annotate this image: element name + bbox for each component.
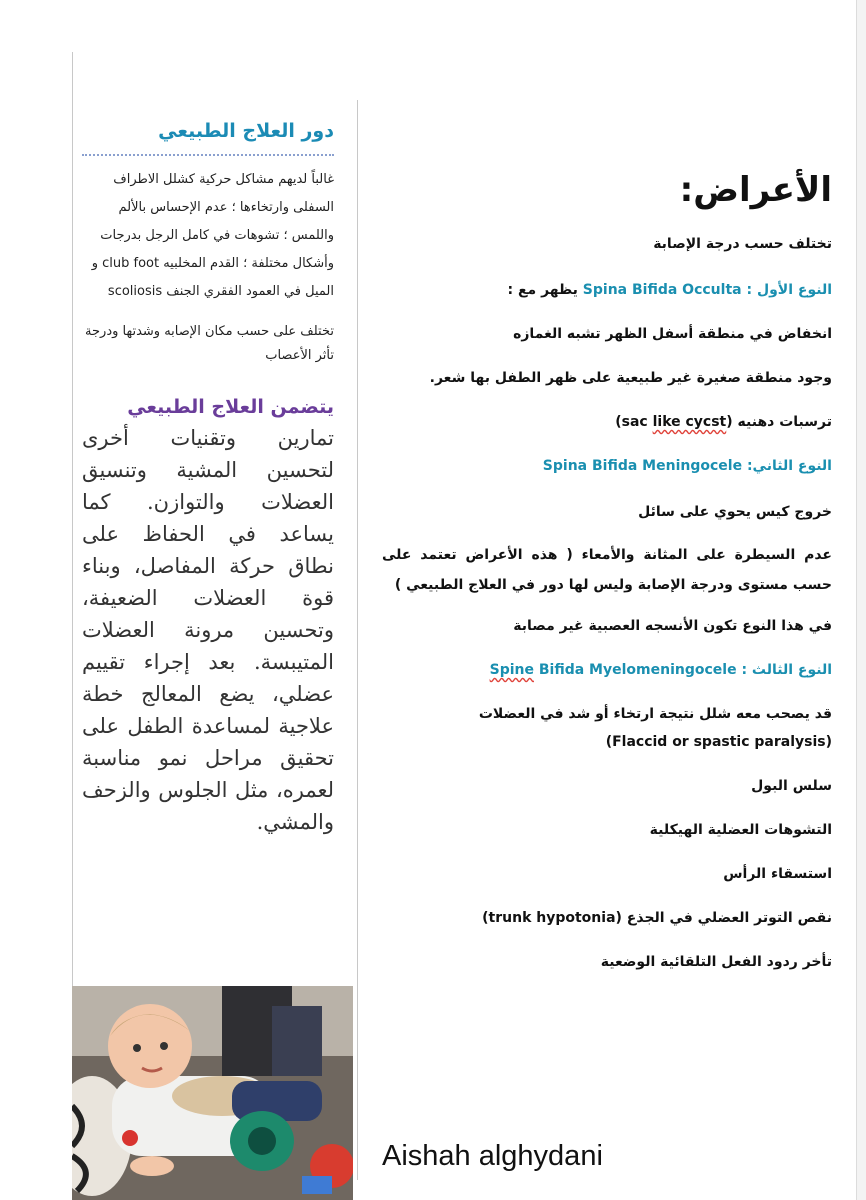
type3-heading bbox=[382, 658, 832, 682]
page-edge bbox=[856, 0, 866, 1200]
type1-item-1: انخفاض في منطقة أسفل الظهر تشبه الغمازه bbox=[513, 326, 832, 342]
hypotonia-term: (trunk hypotonia) bbox=[482, 910, 622, 926]
sidebar bbox=[82, 116, 334, 838]
type3-name-spellcheck: Spine bbox=[489, 662, 534, 678]
type2-heading bbox=[382, 454, 832, 478]
type2-prefix: النوع الثاني: bbox=[746, 458, 832, 474]
reflex-line: تأخر ردود الفعل التلقائية الوضعية bbox=[600, 954, 832, 970]
type3-item-1: سلس البول bbox=[751, 778, 832, 794]
type3-name bbox=[490, 662, 737, 678]
child-physiotherapy-photo bbox=[72, 986, 353, 1200]
intro-line: تختلف حسب درجة الإصابة bbox=[653, 236, 832, 252]
type3-name-rest: Bifida Myelomeningocele bbox=[533, 662, 737, 678]
main-content bbox=[382, 160, 832, 974]
term-spellcheck: like cycst bbox=[652, 414, 727, 430]
type2-item-1: خروج كيس يحوي على سائل bbox=[638, 504, 832, 520]
term-open: (sac bbox=[615, 414, 653, 430]
photo-illustration bbox=[72, 986, 353, 1200]
type3-term: (Flaccid or spastic paralysis) bbox=[605, 734, 832, 750]
type1-suffix: يظهر مع : bbox=[507, 282, 578, 298]
sidebar-title: دور العلاج الطبيعي bbox=[158, 120, 334, 142]
fat-deposit-term bbox=[615, 414, 732, 430]
dotted-divider bbox=[82, 154, 334, 156]
fat-deposit-line bbox=[382, 410, 832, 434]
column-divider bbox=[357, 100, 358, 1180]
type3-intro: قد يصحب معه شلل نتيجة ارتخاء أو شد في العضلات bbox=[478, 706, 832, 722]
sidebar-paragraph-2: تختلف على حسب مكان الإصابه وشدتها ودرجة تأثر الأعصاب bbox=[85, 324, 334, 363]
hypotonia-text: نقص التوتر العضلي في الجذع bbox=[626, 910, 832, 926]
author-name: Aishah alghydani bbox=[382, 1140, 603, 1172]
sidebar-paragraph-1: غالباً لديهم مشاكل حركية كشلل الاطراف السفلى وارتخاءها ؛ عدم الإحساس بالألم واللمس ؛ تشوهات في كامل الرجل بدرجات وأشكال مختلفة ؛ القدم المخلبيه club foot و الميل في العمود الفقري الجنف scoliosis bbox=[91, 172, 334, 299]
sidebar-subtitle: يتضمن العلاج الطبيعي bbox=[127, 396, 334, 418]
fat-deposit-text: ترسبات دهنيه bbox=[737, 414, 832, 430]
type1-heading bbox=[382, 278, 832, 302]
type3-prefix: النوع الثالث : bbox=[741, 662, 832, 678]
type1-name: Spina Bifida Occulta bbox=[582, 282, 742, 298]
type2-item-2: عدم السيطرة على المثانة والأمعاء ( هذه الأعراض تعتمد على حسب مستوى ودرجة الإصابة وليس لها دور في العلاج الطبيعي ) bbox=[382, 547, 832, 593]
type3-item-2: التشوهات العضلية الهيكلية bbox=[649, 822, 832, 838]
type2-item-3: في هذا النوع تكون الأنسجه العصبية غير مصابة bbox=[513, 618, 832, 634]
hypotonia-line bbox=[382, 906, 832, 930]
symptoms-title: الأعراض: bbox=[679, 170, 832, 210]
sidebar-body: تمارين وتقنيات أخرى لتحسين المشية وتنسيق العضلات والتوازن. كما يساعد في الحفاظ على نطاق حركة المفاصل، وبناء قوة العضلات الضعيفة، وتحسين مرونة العضلات المتيبسة. بعد إجراء تقييم عضلي، يضع المعالج خطة علاجية لمساعدة الطفل على تحقيق مراحل نمو مناسبة لعمره، مثل الجلوس والزحف والمشي. bbox=[82, 426, 334, 834]
type3-item-3: استسقاء الرأس bbox=[723, 866, 832, 882]
term-close: ) bbox=[726, 414, 733, 430]
type1-prefix: النوع الأول : bbox=[746, 282, 832, 298]
type1-item-2: وجود منطقة صغيرة غير طبيعية على ظهر الطفل بها شعر. bbox=[429, 370, 832, 386]
type2-name: Spina Bifida Meningocele bbox=[542, 458, 743, 474]
